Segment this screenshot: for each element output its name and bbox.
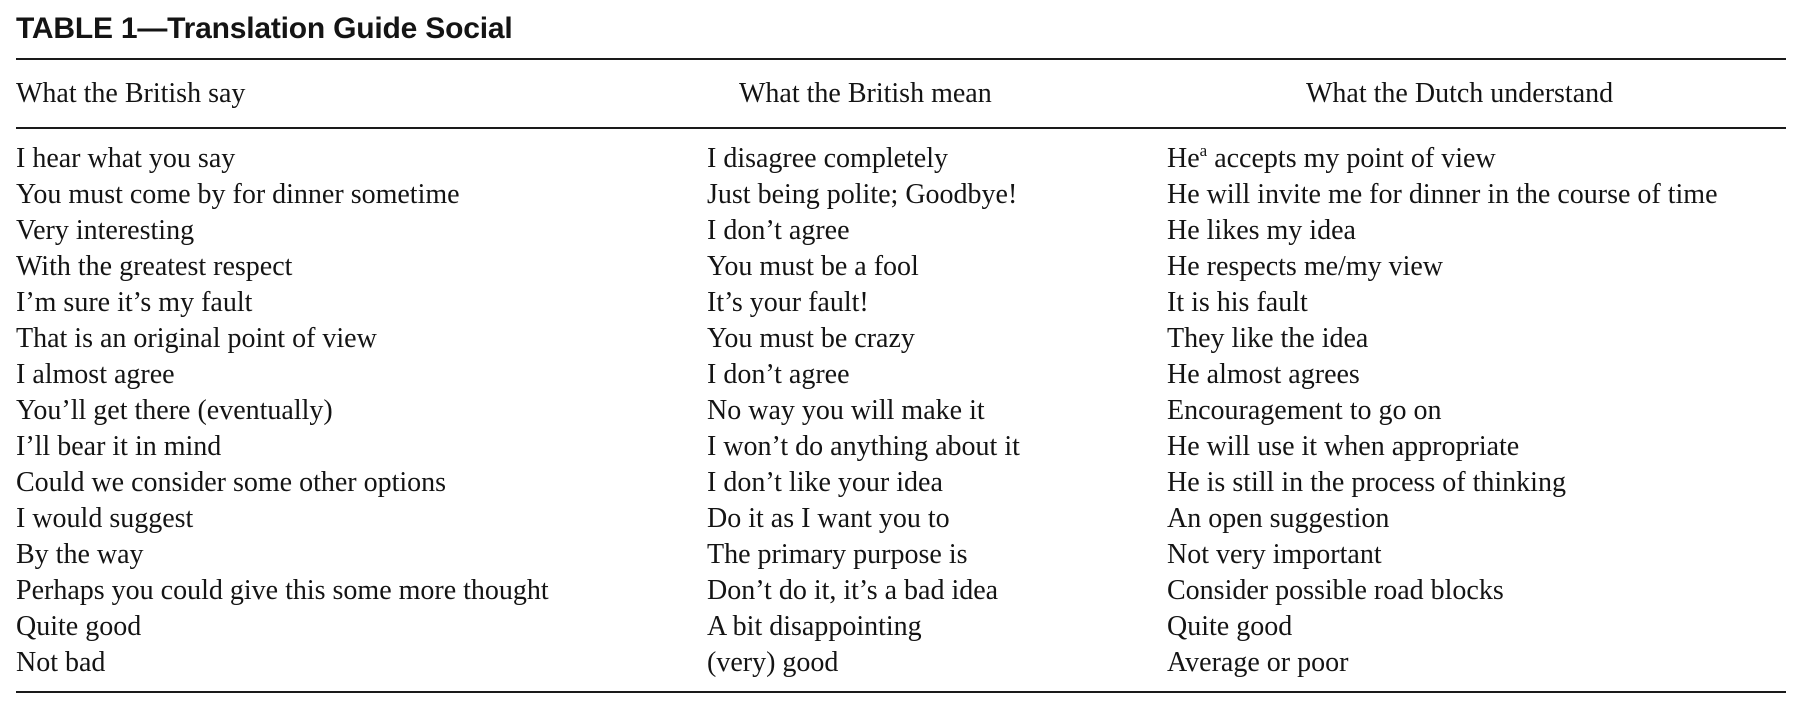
- cell-dutch-understand: It is his fault: [1167, 287, 1308, 318]
- cell-dutch-understand: An open suggestion: [1167, 503, 1390, 534]
- cell-text-start: He: [1167, 143, 1200, 174]
- cell-british-mean: (very) good: [707, 647, 839, 678]
- cell-british-say: By the way: [16, 539, 144, 570]
- table-body: [0, 141, 1802, 681]
- cell-british-say: That is an original point of view: [16, 323, 377, 354]
- cell-dutch-understand: Quite good: [1167, 611, 1293, 642]
- cell-british-mean: I don’t agree: [707, 359, 850, 390]
- cell-dutch-understand: Encouragement to go on: [1167, 395, 1442, 426]
- table-row: [0, 141, 1802, 177]
- cell-british-say: Perhaps you could give this some more thought: [16, 575, 549, 606]
- header-rule: [16, 127, 1786, 129]
- table-row: [0, 177, 1802, 213]
- column-header-british-mean: What the British mean: [739, 78, 992, 109]
- cell-dutch-understand: Average or poor: [1167, 647, 1349, 678]
- cell-dutch-understand: Consider possible road blocks: [1167, 575, 1504, 606]
- cell-british-say: Quite good: [16, 611, 142, 642]
- table-row: [0, 573, 1802, 609]
- cell-british-mean: I won’t do anything about it: [707, 431, 1020, 462]
- cell-dutch-understand: He will use it when appropriate: [1167, 431, 1520, 462]
- column-header-dutch-understand: What the Dutch understand: [1306, 78, 1614, 109]
- bottom-rule: [16, 691, 1786, 693]
- cell-dutch-understand: He almost agrees: [1167, 359, 1360, 390]
- cell-british-mean: I disagree completely: [707, 143, 949, 174]
- cell-british-say: Not bad: [16, 647, 106, 678]
- cell-dutch-understand: He respects me/my view: [1167, 251, 1444, 282]
- table-row: [0, 465, 1802, 501]
- table-row: [0, 429, 1802, 465]
- cell-british-say: I hear what you say: [16, 143, 236, 174]
- table-row: [0, 285, 1802, 321]
- table-row: [0, 501, 1802, 537]
- cell-dutch-understand: [1167, 141, 1496, 177]
- table-row: [0, 393, 1802, 429]
- cell-british-mean: You must be crazy: [707, 323, 915, 354]
- cell-dutch-understand: He likes my idea: [1167, 215, 1356, 246]
- table-row: [0, 645, 1802, 681]
- cell-british-say: You’ll get there (eventually): [16, 395, 333, 426]
- cell-british-say: With the greatest respect: [16, 251, 293, 282]
- top-rule: [16, 58, 1786, 60]
- cell-british-mean: You must be a fool: [707, 251, 919, 282]
- footnote-marker: a: [1199, 140, 1208, 160]
- column-header-british-say: What the British say: [16, 78, 246, 109]
- cell-british-say: I’m sure it’s my fault: [16, 287, 253, 318]
- table-row: [0, 321, 1802, 357]
- cell-british-say: I would suggest: [16, 503, 194, 534]
- table-row: [0, 537, 1802, 573]
- table-row: [0, 249, 1802, 285]
- cell-british-mean: Do it as I want you to: [707, 503, 950, 534]
- cell-dutch-understand: He will invite me for dinner in the course of time: [1167, 179, 1718, 210]
- table-row: [0, 213, 1802, 249]
- cell-british-say: You must come by for dinner sometime: [16, 179, 460, 210]
- cell-dutch-understand: Not very important: [1167, 539, 1382, 570]
- cell-text-end: accepts my point of view: [1207, 143, 1496, 174]
- cell-british-say: I’ll bear it in mind: [16, 431, 222, 462]
- cell-british-say: I almost agree: [16, 359, 175, 390]
- cell-british-mean: Don’t do it, it’s a bad idea: [707, 575, 999, 606]
- table-row: [0, 357, 1802, 393]
- cell-british-mean: The primary purpose is: [707, 539, 968, 570]
- cell-dutch-understand: They like the idea: [1167, 323, 1369, 354]
- cell-british-mean: Just being polite; Goodbye!: [707, 179, 1018, 210]
- cell-british-say: Very interesting: [16, 215, 195, 246]
- cell-british-mean: I don’t like your idea: [707, 467, 943, 498]
- cell-british-say: Could we consider some other options: [16, 467, 447, 498]
- cell-british-mean: A bit disappointing: [707, 611, 922, 642]
- cell-dutch-understand: He is still in the process of thinking: [1167, 467, 1566, 498]
- table-title: TABLE 1—Translation Guide Social: [16, 12, 513, 45]
- cell-british-mean: No way you will make it: [707, 395, 985, 426]
- table-row: [0, 609, 1802, 645]
- cell-british-mean: I don’t agree: [707, 215, 850, 246]
- cell-british-mean: It’s your fault!: [707, 287, 869, 318]
